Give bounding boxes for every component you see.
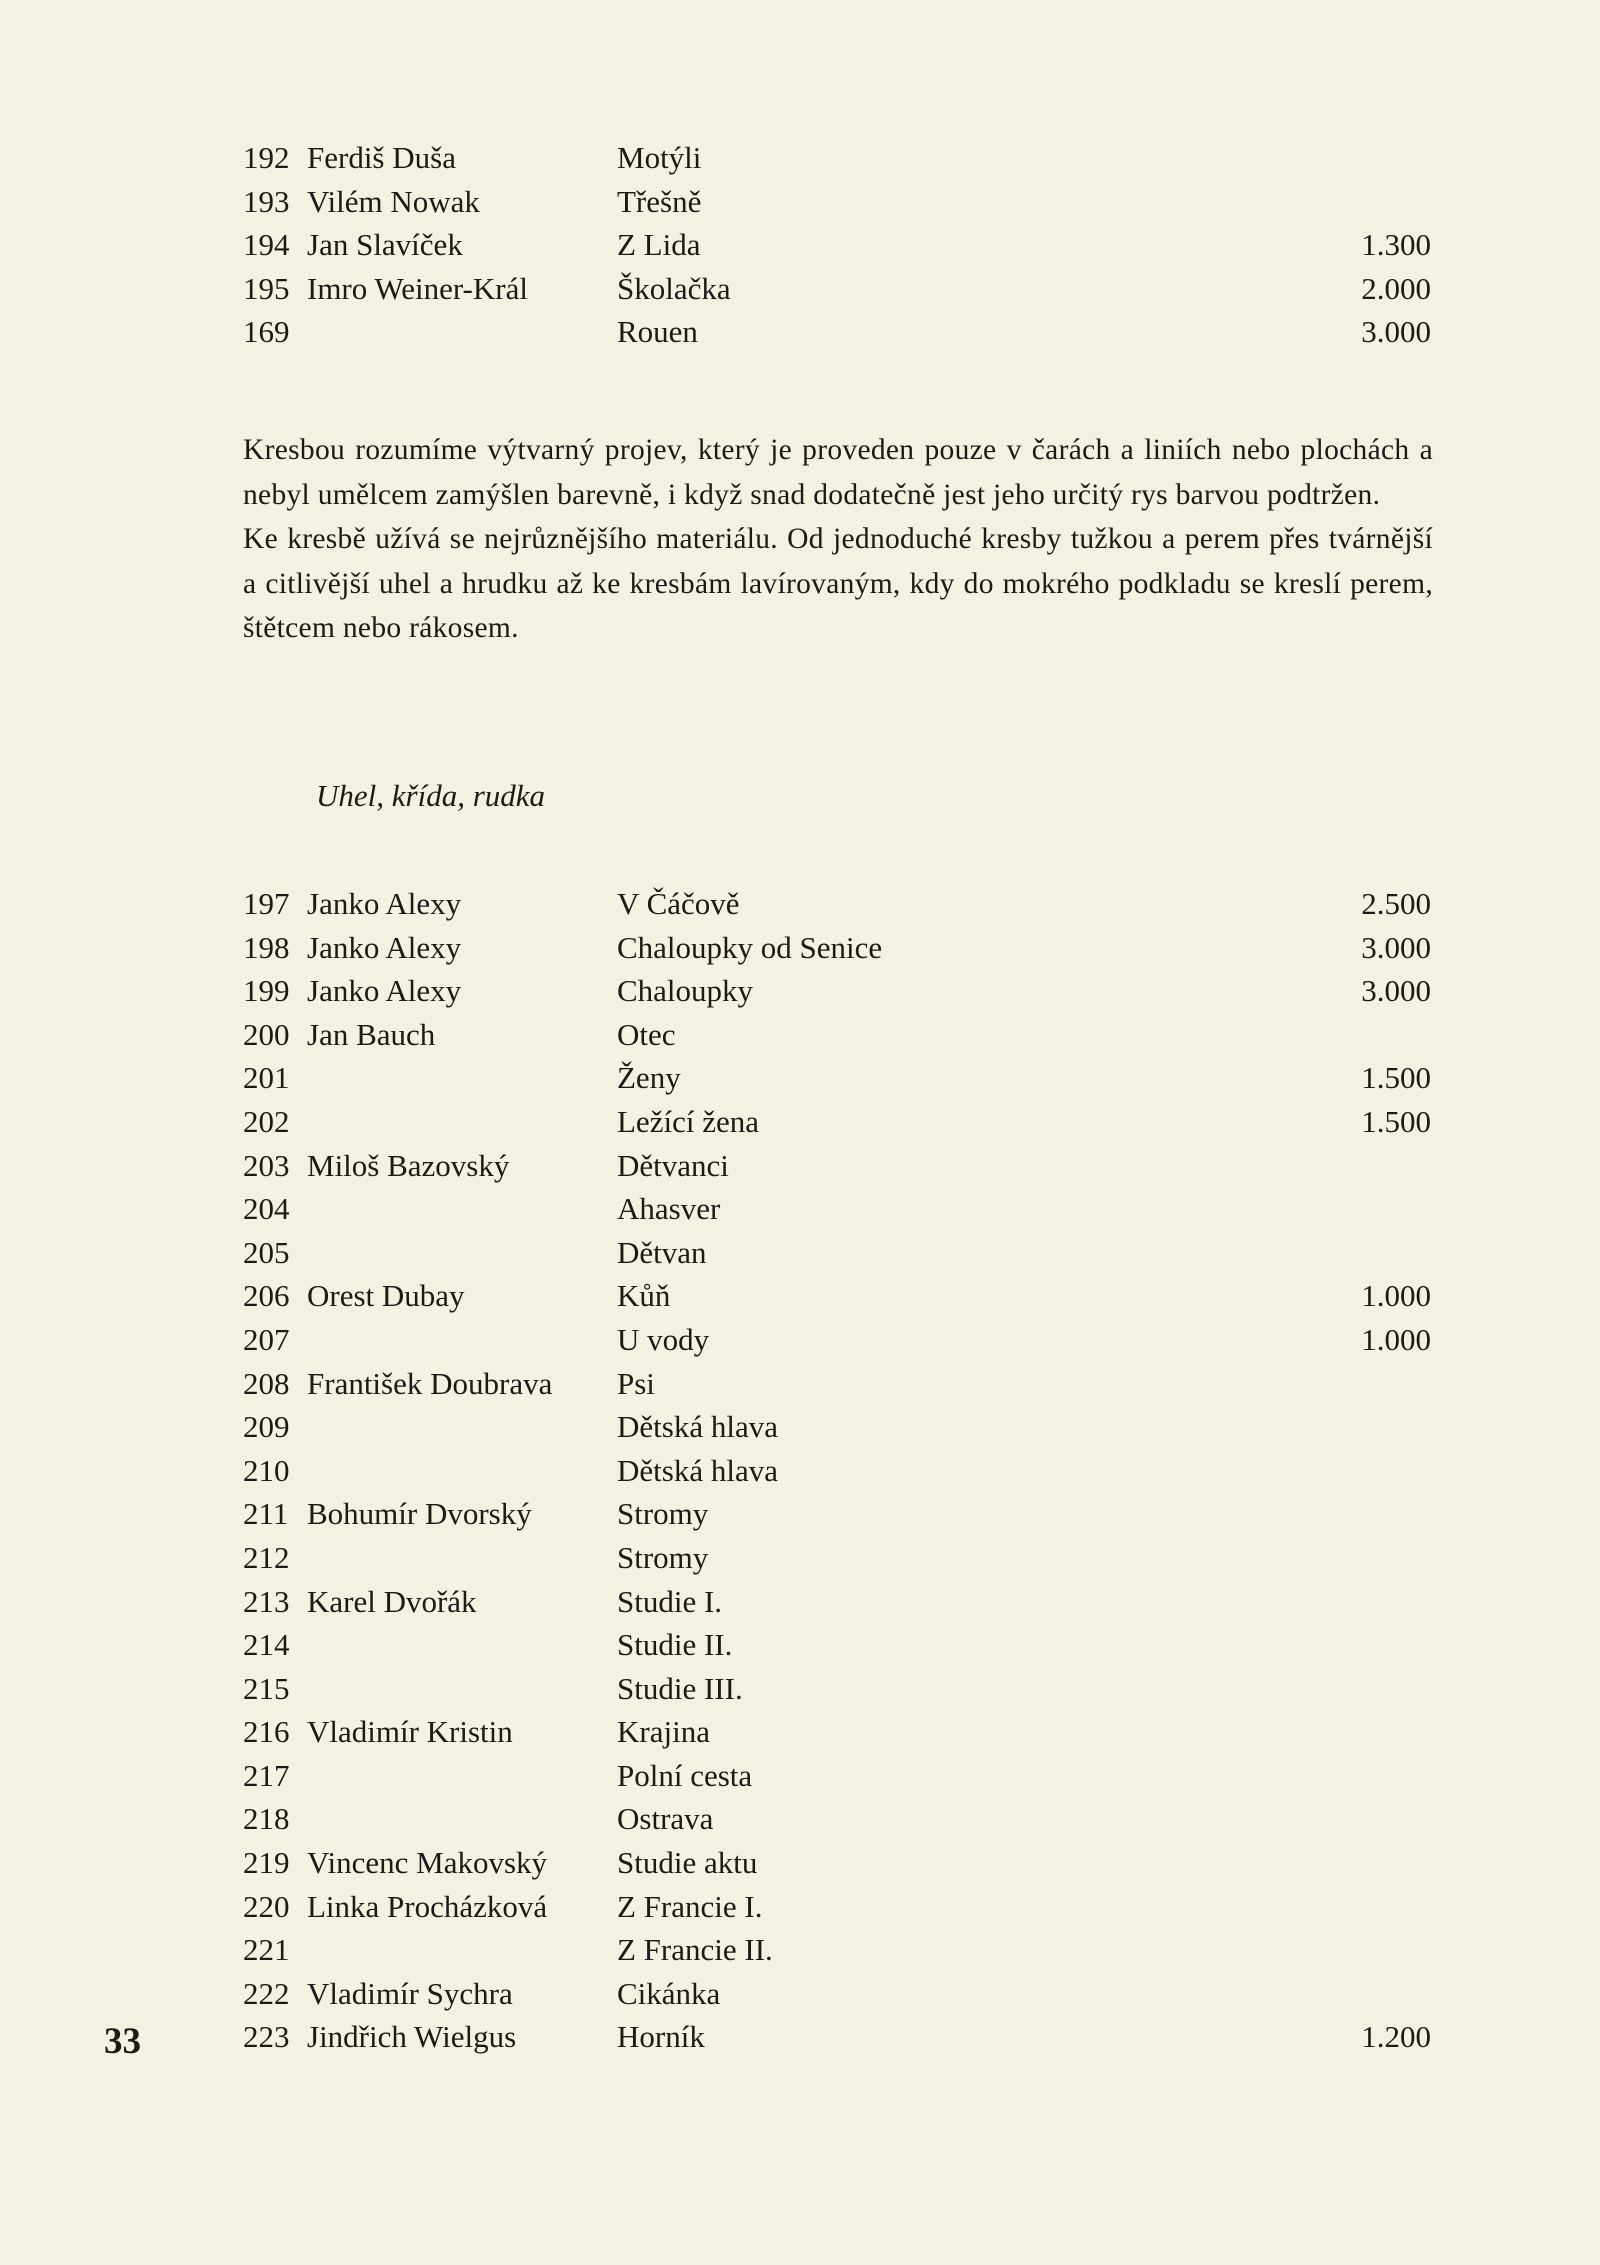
- artwork-title: Ležící žena: [617, 1103, 759, 1139]
- artwork-title: Psi: [617, 1365, 655, 1401]
- entry-number: 221: [243, 1932, 290, 1968]
- artwork-title: Dětvan: [617, 1234, 707, 1270]
- price: 1.200: [1361, 2019, 1431, 2055]
- table-row: [243, 1885, 1431, 1929]
- entry-number: 203: [243, 1147, 290, 1183]
- entry-number: 169: [243, 314, 290, 350]
- entry-number: 207: [243, 1321, 290, 1357]
- artwork-title: Otec: [617, 1016, 676, 1052]
- artwork-title: Kůň: [617, 1278, 671, 1314]
- entry-number: 193: [243, 183, 290, 219]
- table-row: [243, 1405, 1431, 1449]
- table-row: [243, 969, 1431, 1013]
- entry-number: 192: [243, 140, 290, 175]
- entry-number: 213: [243, 1583, 290, 1619]
- artwork-title: Dětvanci: [617, 1147, 729, 1183]
- price: 1.000: [1361, 1321, 1431, 1357]
- artist-name: Vincenc Makovský: [307, 1845, 548, 1881]
- table-row: [243, 267, 1431, 311]
- table-row: [243, 1928, 1431, 1972]
- price: 1.500: [1361, 1103, 1431, 1139]
- entry-number: 200: [243, 1016, 290, 1052]
- price: 2.500: [1361, 886, 1431, 921]
- artwork-title: Ženy: [617, 1060, 681, 1096]
- table-row: [243, 1710, 1431, 1754]
- entry-number: 198: [243, 929, 290, 965]
- artwork-title: V Čáčově: [617, 886, 740, 921]
- entry-number: 212: [243, 1539, 290, 1575]
- table-row: [243, 1797, 1431, 1841]
- entry-number: 215: [243, 1670, 290, 1706]
- entry-number: 204: [243, 1191, 290, 1227]
- artwork-title: U vody: [617, 1321, 710, 1357]
- table-row: [243, 1056, 1431, 1100]
- entry-number: 201: [243, 1060, 290, 1096]
- price: 1.500: [1361, 1060, 1431, 1096]
- artist-name: Vilém Nowak: [307, 183, 480, 219]
- price: 3.000: [1361, 929, 1431, 965]
- artist-name: Imro Weiner-Král: [307, 270, 528, 306]
- artist-name: Ferdiš Duša: [307, 140, 456, 175]
- entry-number: 210: [243, 1452, 290, 1488]
- artist-name: Bohumír Dvorský: [307, 1496, 532, 1532]
- table-row: [243, 1972, 1431, 2016]
- artwork-title: Rouen: [617, 314, 698, 350]
- artist-name: Janko Alexy: [307, 929, 462, 965]
- table-row: [243, 223, 1431, 267]
- entry-number: 206: [243, 1278, 290, 1314]
- artist-name: Janko Alexy: [307, 886, 462, 921]
- table-row: [243, 1623, 1431, 1667]
- artwork-title: Krajina: [617, 1714, 710, 1750]
- table-row: [243, 1274, 1431, 1318]
- entry-number: 211: [243, 1496, 289, 1532]
- paragraph: Ke kresbě užívá se nejrůznějšího materiálu. Od jednoduché kresby tužkou a perem přes tvárnější a citlivější uhel a hrudku až ke kresbám lavírovaným, kdy do mokrého podkladu se kreslí perem, štětcem nebo rákosem.: [243, 523, 1433, 644]
- entry-number: 194: [243, 227, 290, 263]
- artwork-title: Stromy: [617, 1539, 709, 1575]
- entry-number: 199: [243, 973, 290, 1009]
- catalog-table-bottom: [243, 882, 1431, 2059]
- table-row: [243, 882, 1431, 926]
- artwork-title: Dětská hlava: [617, 1452, 778, 1488]
- artist-name: Orest Dubay: [307, 1278, 465, 1314]
- artwork-title: Stromy: [617, 1496, 709, 1532]
- artwork-title: Školačka: [617, 270, 731, 306]
- price: 3.000: [1361, 314, 1431, 350]
- artwork-title: Dětská hlava: [617, 1409, 778, 1445]
- price: 1.300: [1361, 227, 1431, 263]
- entry-number: 197: [243, 886, 290, 921]
- artwork-title: Chaloupky od Senice: [617, 929, 883, 965]
- entry-number: 205: [243, 1234, 290, 1270]
- entry-number: 222: [243, 1975, 290, 2011]
- entry-number: 202: [243, 1103, 290, 1139]
- table-row: [243, 1187, 1431, 1231]
- artist-name: Vladimír Sychra: [307, 1975, 513, 2011]
- artwork-title: Z Francie II.: [617, 1932, 773, 1968]
- artwork-title: Chaloupky: [617, 973, 754, 1009]
- artist-name: Vladimír Kristin: [307, 1714, 513, 1750]
- table-row: [243, 1318, 1431, 1362]
- table-row: [243, 1492, 1431, 1536]
- entry-number: 217: [243, 1757, 290, 1793]
- entry-number: 214: [243, 1627, 290, 1663]
- table-row: [243, 1013, 1431, 1057]
- table-row: [243, 2015, 1431, 2059]
- paragraph: Kresbou rozumíme výtvarný projev, který je proveden pouze v čarách a liniích nebo plochách a nebyl umělcem zamýšlen barevně, i když snad dodatečně jest jeho určitý rys barvou podtržen.: [243, 434, 1433, 511]
- table-row: [243, 1449, 1431, 1493]
- table-row: [243, 1100, 1431, 1144]
- price: 3.000: [1361, 973, 1431, 1009]
- artist-name: Miloš Bazovský: [307, 1147, 510, 1183]
- artist-name: Karel Dvořák: [307, 1583, 477, 1619]
- artist-name: Jindřich Wielgus: [307, 2019, 517, 2055]
- entry-number: 219: [243, 1845, 290, 1881]
- section-heading: Uhel, křída, rudka: [316, 778, 546, 813]
- artwork-title: Cikánka: [617, 1975, 721, 2011]
- table-row: [243, 1667, 1431, 1711]
- artwork-title: Studie III.: [617, 1670, 743, 1706]
- artwork-title: Polní cesta: [617, 1757, 753, 1793]
- artwork-title: Ostrava: [617, 1801, 714, 1837]
- price: 2.000: [1361, 270, 1431, 306]
- catalog-table-top: [243, 136, 1431, 354]
- price: 1.000: [1361, 1278, 1431, 1314]
- table-row: [243, 1841, 1431, 1885]
- artwork-title: Studie aktu: [617, 1845, 758, 1881]
- artist-name: Linka Procházková: [307, 1888, 548, 1924]
- artist-name: František Doubrava: [307, 1365, 553, 1401]
- artist-name: Jan Slavíček: [307, 227, 463, 263]
- artwork-title: Studie II.: [617, 1627, 733, 1663]
- drawing-definition-text: [243, 428, 1433, 651]
- entry-number: 218: [243, 1801, 290, 1837]
- artwork-title: Motýli: [617, 140, 702, 175]
- artwork-title: Z Lida: [617, 227, 701, 263]
- table-row: [243, 310, 1431, 354]
- table-row: [243, 180, 1431, 224]
- page-number: 33: [104, 2021, 141, 2062]
- artist-name: Janko Alexy: [307, 973, 462, 1009]
- table-row: [243, 1144, 1431, 1188]
- entry-number: 209: [243, 1409, 290, 1445]
- table-row: [243, 926, 1431, 970]
- entry-number: 223: [243, 2019, 290, 2055]
- entry-number: 208: [243, 1365, 290, 1401]
- entry-number: 220: [243, 1888, 290, 1924]
- table-row: [243, 1362, 1431, 1406]
- table-row: [243, 1231, 1431, 1275]
- table-row: [243, 136, 1431, 180]
- table-row: [243, 1754, 1431, 1798]
- artwork-title: Studie I.: [617, 1583, 723, 1619]
- artwork-title: Horník: [617, 2019, 705, 2055]
- artwork-title: Třešně: [617, 183, 702, 219]
- entry-number: 195: [243, 270, 290, 306]
- artist-name: Jan Bauch: [307, 1016, 436, 1052]
- artwork-title: Z Francie I.: [617, 1888, 763, 1924]
- table-row: [243, 1536, 1431, 1580]
- table-row: [243, 1580, 1431, 1624]
- artwork-title: Ahasver: [617, 1191, 721, 1227]
- entry-number: 216: [243, 1714, 290, 1750]
